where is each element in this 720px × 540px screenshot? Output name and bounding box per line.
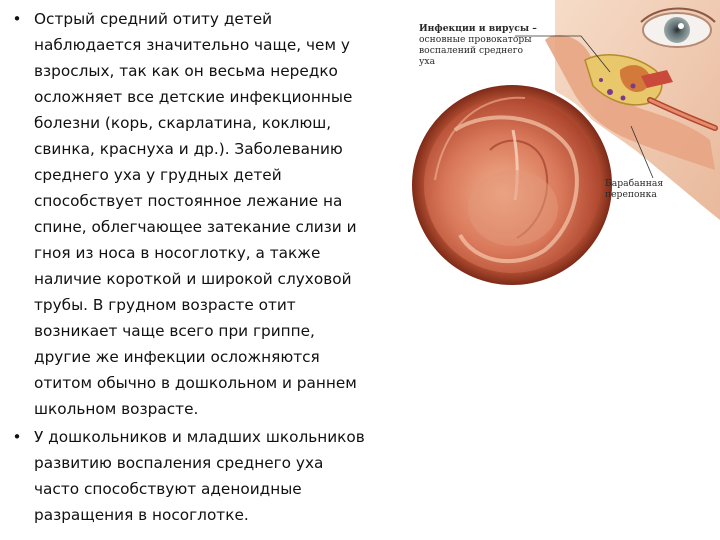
bullet-line: разращения в носоглотке. (34, 506, 249, 524)
ear-illustration (405, 0, 720, 320)
bullet-line: спине, облегчающее затекание слизи и (34, 218, 357, 236)
bullet-dot-icon: • (12, 10, 22, 28)
infections-label-line: воспалений среднего (419, 45, 524, 56)
bullet-line: наличие короткой и широкой слуховой (34, 270, 352, 288)
bullet-line: трубы. В грудном возрасте отит (34, 296, 296, 314)
bullet-line: школьном возрасте. (34, 400, 199, 418)
bullet-line: свинка, краснуха и др.). Заболеванию (34, 140, 343, 158)
bullet-line: осложняет все детские инфекционные (34, 88, 353, 106)
bullet-list (10, 6, 410, 528)
bullet-dot-icon: • (12, 428, 22, 446)
eardrum-label (605, 178, 715, 200)
bullet-line: болезни (корь, скарлатина, коклюш, (34, 114, 332, 132)
bullet-line: развитию воспаления среднего уха (34, 454, 324, 472)
bullet-line: способствует постоянное лежание на (34, 192, 343, 210)
text-column (10, 6, 410, 530)
bullet-line: взрослых, так как он весьма нередко (34, 62, 338, 80)
bullet-line: другие же инфекции осложняются (34, 348, 320, 366)
infections-label-line: Инфекции и вирусы – (419, 23, 537, 34)
bullet-line: У дошкольников и младших школьников (34, 428, 365, 446)
eardrum-label-line: Барабанная (605, 178, 664, 189)
bullet-line: Острый средний отиту детей (34, 10, 273, 28)
bullet-line: часто способствуют аденоидные (34, 480, 302, 498)
eardrum-label-line: перепонка (605, 189, 657, 200)
infections-label-line: основные провокаторы (419, 34, 532, 45)
bullet-line: среднего уха у грудных детей (34, 166, 282, 184)
bullet-item-2 (10, 424, 410, 528)
bullet-line: наблюдается значительно чаще, чем у (34, 36, 350, 54)
bullet-line: отитом обычно в дошкольном и раннем (34, 374, 357, 392)
infections-label (419, 23, 569, 67)
bullet-line: гноя из носа в носоглотку, а также (34, 244, 321, 262)
bullet-line: возникает чаще всего при гриппе, (34, 322, 315, 340)
bullet-item-1 (10, 6, 410, 422)
infections-label-line: уха (419, 56, 436, 67)
